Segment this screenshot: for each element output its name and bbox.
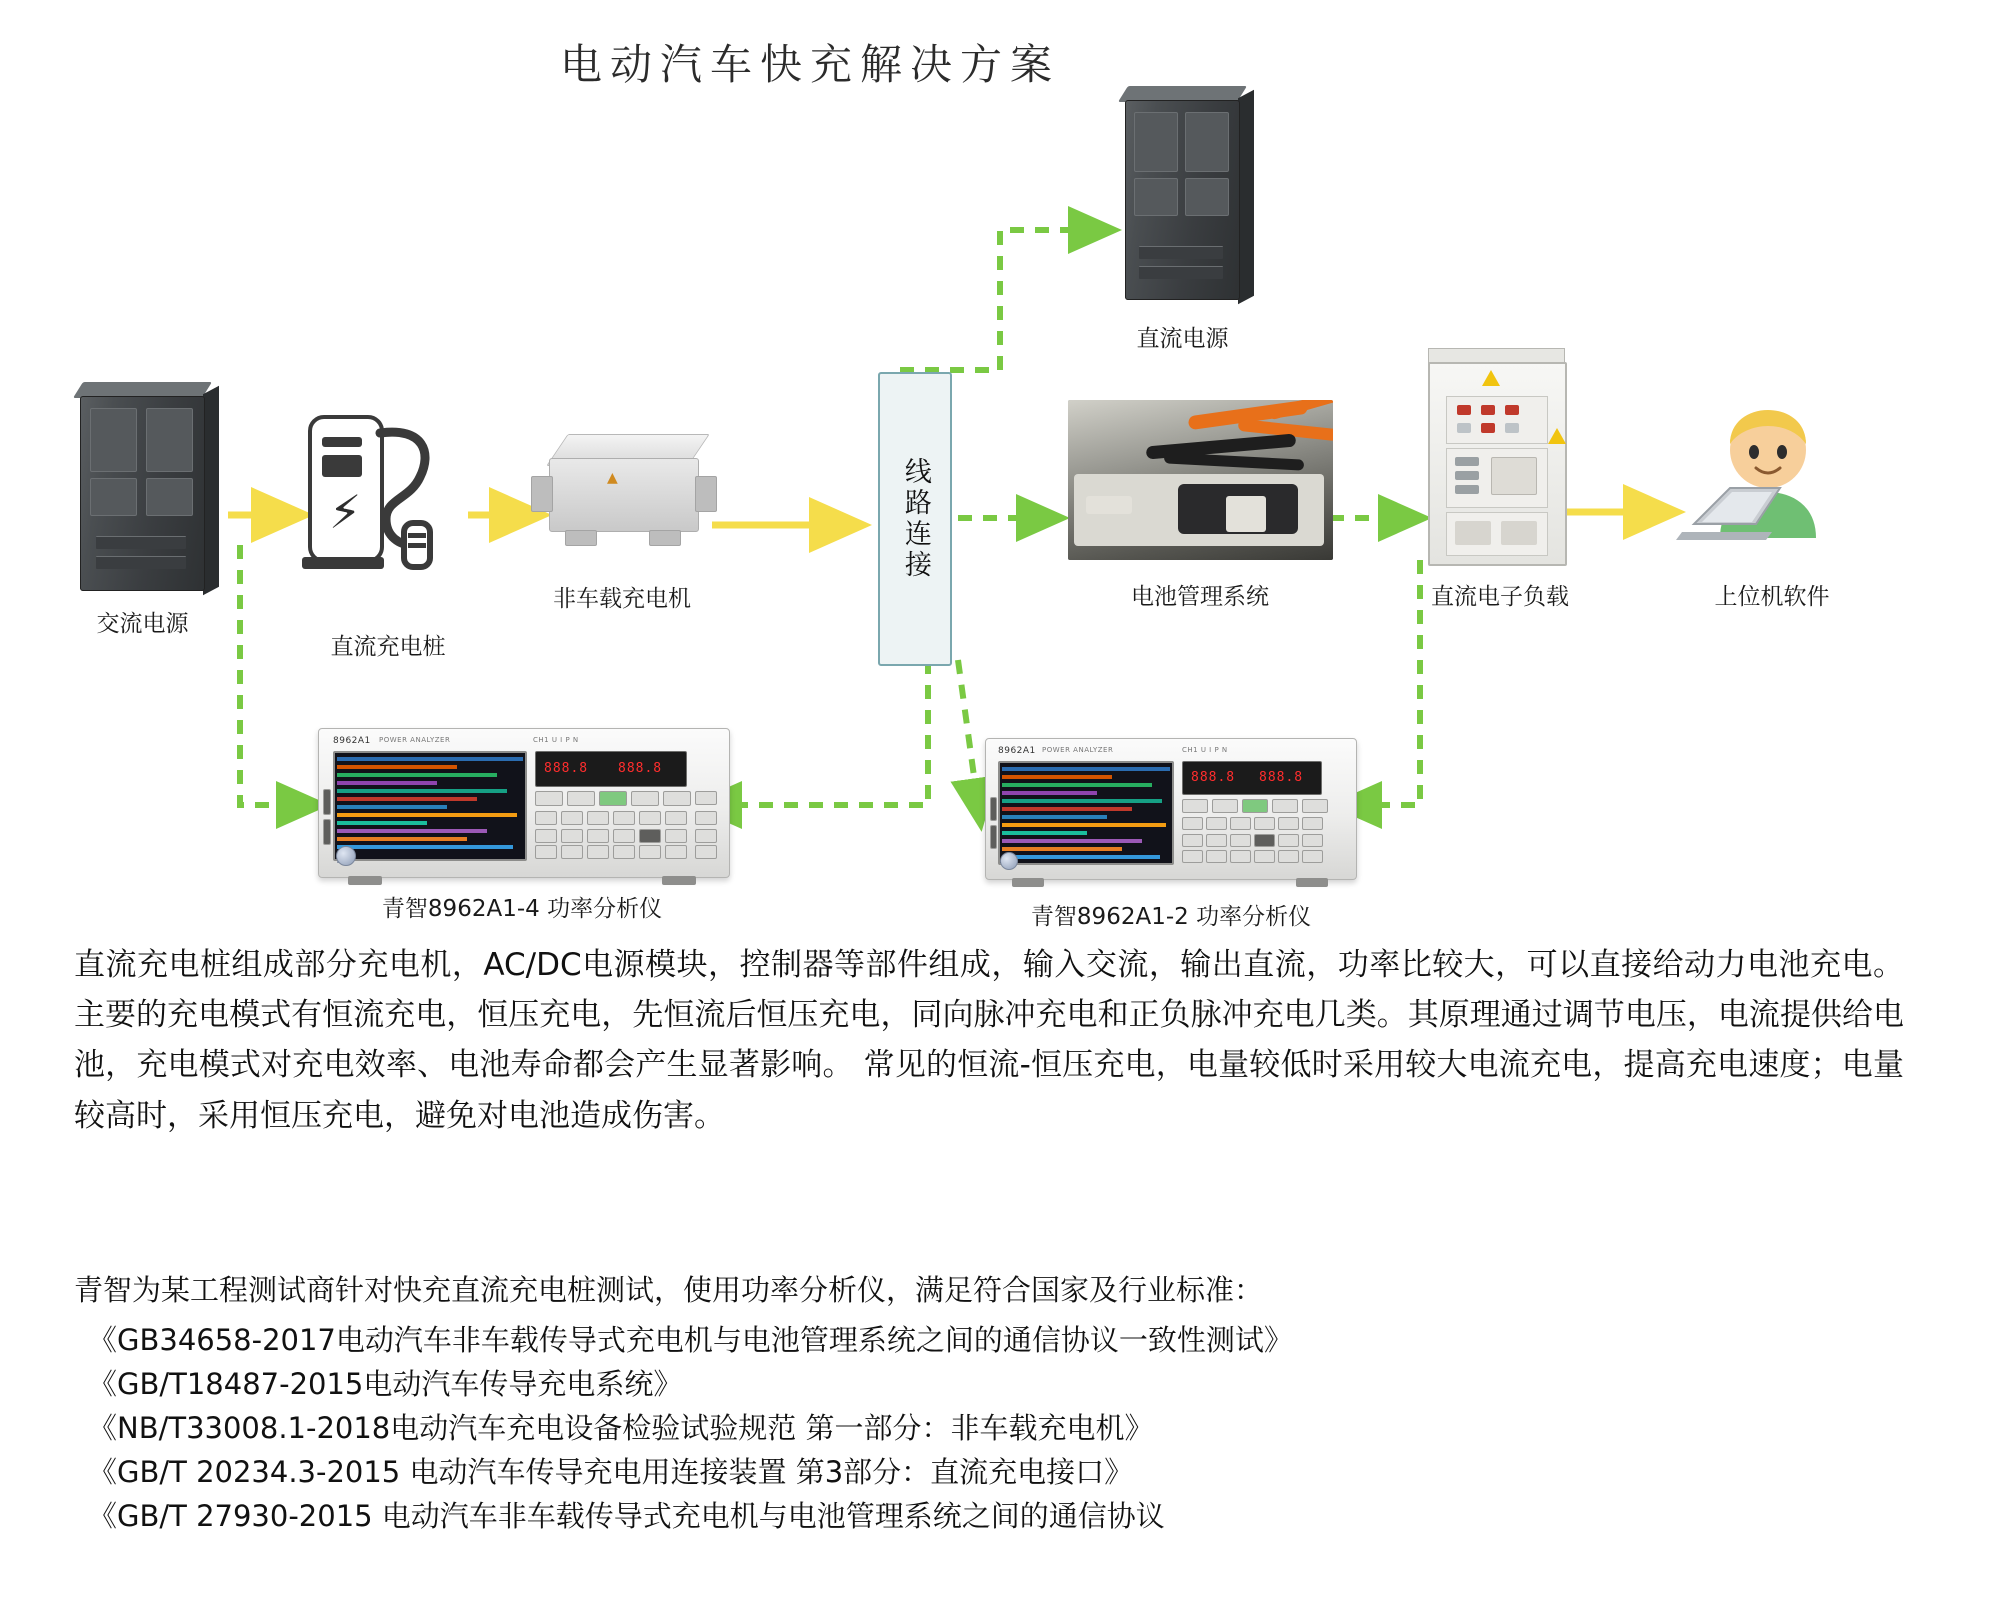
analyzer-power-knob-right[interactable] — [1000, 852, 1018, 870]
analyzer-brand-right: 8962A1 — [998, 746, 1036, 756]
warning-icon — [1482, 370, 1500, 386]
analyzer-sub-left-right: POWER ANALYZER — [1042, 746, 1114, 754]
label-dc-source: 直流电源 — [1136, 326, 1229, 352]
node-analyzer-right — [985, 738, 1357, 880]
node-host-software — [1672, 400, 1862, 540]
label-bms: 电池管理系统 — [1131, 584, 1269, 610]
analyzer-screen-left — [333, 751, 527, 861]
analyzer-power-knob-left[interactable] — [336, 846, 356, 866]
label-host-software: 上位机软件 — [1714, 584, 1830, 610]
node-line-connection — [878, 372, 952, 666]
body-paragraph: 直流充电桩组成部分充电机，AC/DC电源模块，控制器等部件组成，输入交流，输出直流，功率比较大，可以直接给动力电池充电。主要的充电模式有恒流充电，恒压充电，先恒流后恒压充电，同向脉冲充电和正负脉冲充电几类。其原理通过调节电压，电流提供给电池，充电模式对充电效率、电池寿命都会产生显著影响。 常见的恒流-恒压充电，电量较低时采用较大电流充电，提高充电速度；电量较高时，采用恒压充电，避免对电池造成伤害。 — [74, 947, 1904, 1134]
analyzer-foot-left-2 — [662, 876, 696, 885]
label-off-board-charger: 非车载充电机 — [553, 586, 691, 612]
standard-item: 《GB/T18487-2015电动汽车传导充电系统》 — [88, 1367, 683, 1402]
readout-value-1: 888.8 — [544, 761, 589, 776]
charger-badge: ▲ — [607, 470, 618, 486]
analyzer-readout-left — [535, 751, 687, 787]
node-bms-photo — [1068, 400, 1333, 560]
standard-item: 《GB/T 27930-2015 电动汽车非车载传导式充电机与电池管理系统之间的通信协议 — [88, 1499, 1165, 1534]
cabinet-side — [1238, 90, 1254, 305]
analyzer-foot-right-2 — [1296, 878, 1328, 887]
label-line-connection: 线路连接 — [899, 457, 931, 581]
standards-list — [88, 1318, 1918, 1538]
standards-intro: 青智为某工程测试商针对快充直流充电桩测试，使用功率分析仪，满足符合国家及行业标准： — [74, 1273, 1264, 1307]
node-analyzer-left — [318, 728, 730, 878]
readout-value-2: 888.8 — [618, 761, 663, 776]
node-dc-load — [1428, 348, 1563, 563]
warning-icon-2 — [1548, 428, 1566, 444]
page-title: 电动汽车快充解决方案 — [560, 40, 1061, 89]
node-off-board-charger — [545, 448, 700, 543]
analyzer-sub-left: POWER ANALYZER — [379, 736, 451, 744]
cabinet-side — [203, 386, 219, 596]
node-dc-source — [1125, 100, 1240, 300]
analyzer-brand-left: 8962A1 — [333, 736, 371, 746]
pile-connector-icon — [300, 415, 480, 585]
label-dc-pile: 直流充电桩 — [330, 634, 446, 660]
node-ac-source — [80, 396, 205, 591]
analyzer-sub-right-left: CH1 U I P N — [533, 736, 579, 744]
label-analyzer-right: 青智8962A1-2 功率分析仪 — [1030, 904, 1312, 930]
analyzer-sub-right-right: CH1 U I P N — [1182, 746, 1228, 754]
cabinet-body — [80, 396, 205, 591]
label-dc-load: 直流电子负载 — [1431, 584, 1569, 610]
analyzer-foot-right — [1012, 878, 1044, 887]
readout-value-1-right: 888.8 — [1191, 770, 1236, 785]
cabinet-body — [1125, 100, 1240, 300]
standard-item: 《GB34658-2017电动汽车非车载传导式充电机与电池管理系统之间的通信协议一致性测试》 — [88, 1323, 1293, 1357]
label-analyzer-left: 青智8962A1-4 功率分析仪 — [381, 896, 663, 922]
standard-item: 《NB/T33008.1-2018电动汽车充电设备检验试验规范 第一部分：非车载充电机》 — [88, 1411, 1154, 1446]
analyzer-readout-right — [1182, 761, 1322, 795]
lightning-icon: ⚡ — [329, 485, 362, 539]
analyzer-screen-right — [998, 761, 1174, 865]
standard-item: 《GB/T 20234.3-2015 电动汽车传导充电用连接装置 第3部分：直流充电接口》 — [88, 1455, 1134, 1490]
label-ac-source: 交流电源 — [96, 611, 189, 637]
readout-value-2-right: 888.8 — [1259, 770, 1304, 785]
node-dc-pile — [300, 415, 480, 585]
analyzer-foot-left — [348, 876, 382, 885]
